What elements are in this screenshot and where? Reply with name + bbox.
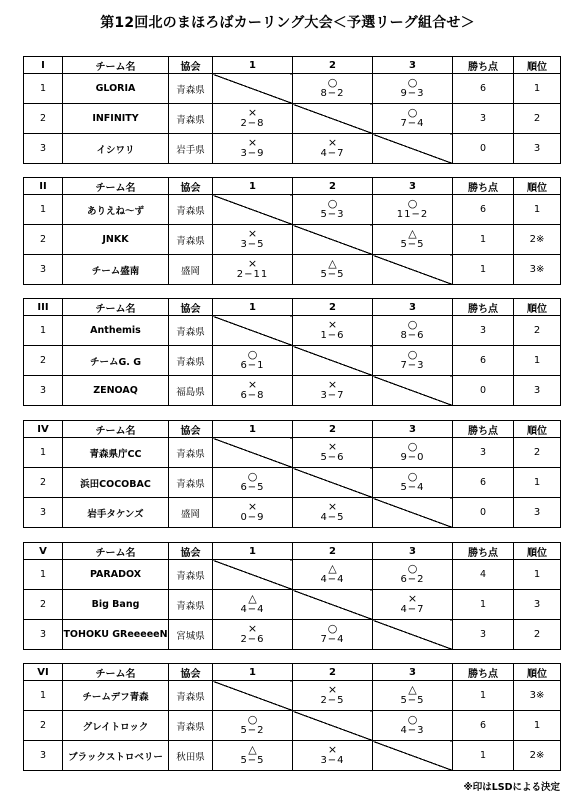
- table-row: [24, 195, 561, 225]
- team-number: 2: [24, 346, 63, 376]
- match-result-cell: [373, 681, 453, 711]
- header-col-3: 3: [373, 421, 453, 438]
- result-symbol: △: [248, 743, 257, 757]
- header-col-3: 3: [373, 664, 453, 681]
- league-label: VI: [24, 664, 63, 681]
- match-score: 5−4: [400, 482, 425, 494]
- table-row: [24, 711, 561, 741]
- match-result-cell: [373, 711, 453, 741]
- table-row: [24, 620, 561, 650]
- match-result-cell: [373, 104, 453, 134]
- self-match-cell: [293, 104, 373, 134]
- league-header-row: [24, 421, 561, 438]
- result-symbol: ×: [247, 622, 258, 636]
- header-col-1: 1: [213, 543, 293, 560]
- header-assoc: 協会: [169, 299, 213, 316]
- match-score: 0−9: [240, 512, 265, 524]
- team-points: 0: [453, 376, 514, 406]
- league-label: IV: [24, 421, 63, 438]
- match-result-cell: [213, 498, 293, 528]
- team-rank: 3: [514, 376, 561, 406]
- team-association: 青森県: [169, 74, 213, 104]
- league-table-1: [23, 56, 561, 164]
- team-rank: 1: [514, 560, 561, 590]
- match-score: 6−8: [240, 390, 265, 402]
- team-name: ありえね～ず: [63, 195, 169, 225]
- result-symbol: ×: [247, 106, 258, 120]
- header-team: チーム名: [63, 543, 169, 560]
- league-table-5: [23, 542, 561, 650]
- match-result-cell: [213, 741, 293, 771]
- match-result-cell: [373, 195, 453, 225]
- team-name: PARADOX: [63, 560, 169, 590]
- table-row: [24, 134, 561, 164]
- result-symbol: ○: [327, 622, 338, 636]
- team-name: Big Bang: [63, 590, 169, 620]
- table-row: [24, 346, 561, 376]
- result-symbol: ×: [247, 378, 258, 392]
- team-number: 3: [24, 498, 63, 528]
- team-association: 青森県: [169, 438, 213, 468]
- team-association: 青森県: [169, 468, 213, 498]
- table-row: [24, 681, 561, 711]
- result-symbol: ×: [247, 227, 258, 241]
- team-name: チーム盛南: [63, 255, 169, 285]
- team-points: 0: [453, 134, 514, 164]
- header-points: 勝ち点: [453, 299, 514, 316]
- self-match-cell: [293, 590, 373, 620]
- match-score: 5−5: [400, 239, 425, 251]
- match-score: 8−2: [320, 88, 345, 100]
- team-association: 盛岡: [169, 498, 213, 528]
- team-name: 浜田COCOBAC: [63, 468, 169, 498]
- table-row: [24, 590, 561, 620]
- league-header-row: [24, 664, 561, 681]
- match-result-cell: [213, 620, 293, 650]
- header-team: チーム名: [63, 178, 169, 195]
- header-assoc: 協会: [169, 57, 213, 74]
- team-rank: 1: [514, 468, 561, 498]
- result-symbol: ○: [407, 713, 418, 727]
- header-rank: 順位: [514, 178, 561, 195]
- self-match-cell: [213, 438, 293, 468]
- header-points: 勝ち点: [453, 421, 514, 438]
- match-score: 2−5: [320, 695, 345, 707]
- team-association: 青森県: [169, 225, 213, 255]
- league-label: II: [24, 178, 63, 195]
- team-association: 秋田県: [169, 741, 213, 771]
- match-result-cell: [373, 438, 453, 468]
- table-row: [24, 316, 561, 346]
- result-symbol: ○: [407, 76, 418, 90]
- match-score: 3−9: [240, 148, 265, 160]
- header-assoc: 協会: [169, 543, 213, 560]
- team-name: ブラックストロベリー: [63, 741, 169, 771]
- match-result-cell: [293, 255, 373, 285]
- self-match-cell: [373, 620, 453, 650]
- team-number: 3: [24, 741, 63, 771]
- team-points: 1: [453, 255, 514, 285]
- team-name: チームデフ青森: [63, 681, 169, 711]
- self-match-cell: [373, 741, 453, 771]
- match-result-cell: [213, 225, 293, 255]
- header-team: チーム名: [63, 421, 169, 438]
- match-score: 4−4: [320, 574, 345, 586]
- table-row: [24, 741, 561, 771]
- match-score: 6−5: [240, 482, 265, 494]
- match-score: 5−2: [240, 725, 265, 737]
- team-points: 3: [453, 438, 514, 468]
- self-match-cell: [213, 74, 293, 104]
- team-rank: 1: [514, 195, 561, 225]
- team-number: 2: [24, 590, 63, 620]
- header-col-1: 1: [213, 57, 293, 74]
- match-result-cell: [373, 560, 453, 590]
- league-header-row: [24, 299, 561, 316]
- match-score: 5−3: [320, 209, 345, 221]
- header-assoc: 協会: [169, 664, 213, 681]
- league-table-3: [23, 298, 561, 406]
- header-points: 勝ち点: [453, 57, 514, 74]
- team-number: 1: [24, 560, 63, 590]
- header-col-1: 1: [213, 178, 293, 195]
- match-result-cell: [213, 376, 293, 406]
- team-number: 3: [24, 134, 63, 164]
- league-table-2: [23, 177, 561, 285]
- header-col-2: 2: [293, 664, 373, 681]
- self-match-cell: [293, 468, 373, 498]
- result-symbol: ×: [327, 136, 338, 150]
- team-name: GLORIA: [63, 74, 169, 104]
- league-label: I: [24, 57, 63, 74]
- header-col-2: 2: [293, 299, 373, 316]
- match-score: 5−5: [320, 269, 345, 281]
- match-result-cell: [213, 590, 293, 620]
- team-number: 1: [24, 74, 63, 104]
- team-points: 6: [453, 468, 514, 498]
- team-points: 6: [453, 74, 514, 104]
- result-symbol: ○: [407, 470, 418, 484]
- match-result-cell: [213, 346, 293, 376]
- table-row: [24, 438, 561, 468]
- team-association: 岩手県: [169, 134, 213, 164]
- match-result-cell: [373, 74, 453, 104]
- match-score: 9−0: [400, 452, 425, 464]
- team-rank: 2: [514, 620, 561, 650]
- team-name: JNKK: [63, 225, 169, 255]
- team-number: 2: [24, 711, 63, 741]
- self-match-cell: [293, 225, 373, 255]
- header-col-3: 3: [373, 543, 453, 560]
- result-symbol: ○: [247, 470, 258, 484]
- result-symbol: △: [248, 592, 257, 606]
- result-symbol: ×: [407, 592, 418, 606]
- league-table-6: [23, 663, 561, 771]
- result-symbol: ×: [247, 257, 258, 271]
- team-rank: 1: [514, 74, 561, 104]
- table-row: [24, 74, 561, 104]
- header-rank: 順位: [514, 664, 561, 681]
- team-association: 青森県: [169, 316, 213, 346]
- result-symbol: ○: [327, 197, 338, 211]
- self-match-cell: [213, 681, 293, 711]
- team-association: 青森県: [169, 195, 213, 225]
- result-symbol: △: [328, 562, 337, 576]
- team-rank: 2※: [514, 741, 561, 771]
- result-symbol: ○: [407, 440, 418, 454]
- team-points: 6: [453, 711, 514, 741]
- match-score: 4−5: [320, 512, 345, 524]
- match-result-cell: [373, 316, 453, 346]
- match-result-cell: [373, 590, 453, 620]
- team-number: 3: [24, 255, 63, 285]
- match-score: 2−6: [240, 634, 265, 646]
- header-assoc: 協会: [169, 178, 213, 195]
- result-symbol: ○: [247, 713, 258, 727]
- match-result-cell: [293, 498, 373, 528]
- match-result-cell: [293, 438, 373, 468]
- team-name: INFINITY: [63, 104, 169, 134]
- team-points: 3: [453, 620, 514, 650]
- result-symbol: △: [408, 683, 417, 697]
- header-rank: 順位: [514, 543, 561, 560]
- match-result-cell: [213, 104, 293, 134]
- team-rank: 2※: [514, 225, 561, 255]
- match-score: 5−5: [400, 695, 425, 707]
- result-symbol: ○: [407, 106, 418, 120]
- team-number: 2: [24, 225, 63, 255]
- self-match-cell: [293, 711, 373, 741]
- header-points: 勝ち点: [453, 543, 514, 560]
- match-score: 2−8: [240, 118, 265, 130]
- table-row: [24, 560, 561, 590]
- match-score: 6−2: [400, 574, 425, 586]
- team-points: 3: [453, 104, 514, 134]
- team-rank: 3: [514, 590, 561, 620]
- result-symbol: ○: [407, 348, 418, 362]
- self-match-cell: [213, 195, 293, 225]
- result-symbol: ×: [327, 440, 338, 454]
- result-symbol: ○: [407, 197, 418, 211]
- header-col-2: 2: [293, 178, 373, 195]
- team-number: 2: [24, 104, 63, 134]
- team-name: グレイトロック: [63, 711, 169, 741]
- team-points: 0: [453, 498, 514, 528]
- team-rank: 1: [514, 711, 561, 741]
- header-col-1: 1: [213, 421, 293, 438]
- match-score: 4−4: [240, 604, 265, 616]
- team-name: チームG. G: [63, 346, 169, 376]
- match-result-cell: [373, 225, 453, 255]
- match-score: 3−5: [240, 239, 265, 251]
- match-result-cell: [293, 74, 373, 104]
- team-association: 青森県: [169, 104, 213, 134]
- match-result-cell: [213, 711, 293, 741]
- team-name: 青森県庁CC: [63, 438, 169, 468]
- header-team: チーム名: [63, 664, 169, 681]
- match-score: 7−4: [400, 118, 425, 130]
- team-name: ZENOAQ: [63, 376, 169, 406]
- match-result-cell: [213, 134, 293, 164]
- team-points: 4: [453, 560, 514, 590]
- match-score: 1−6: [320, 330, 345, 342]
- result-symbol: ○: [327, 76, 338, 90]
- team-number: 1: [24, 438, 63, 468]
- team-association: 青森県: [169, 590, 213, 620]
- header-col-3: 3: [373, 178, 453, 195]
- header-rank: 順位: [514, 57, 561, 74]
- header-col-3: 3: [373, 57, 453, 74]
- self-match-cell: [373, 498, 453, 528]
- result-symbol: ×: [327, 318, 338, 332]
- table-row: [24, 225, 561, 255]
- league-header-row: [24, 543, 561, 560]
- team-number: 1: [24, 316, 63, 346]
- header-points: 勝ち点: [453, 664, 514, 681]
- table-row: [24, 376, 561, 406]
- header-col-3: 3: [373, 299, 453, 316]
- match-result-cell: [373, 468, 453, 498]
- header-assoc: 協会: [169, 421, 213, 438]
- league-label: III: [24, 299, 63, 316]
- match-score: 11−2: [396, 209, 429, 221]
- result-symbol: ×: [327, 500, 338, 514]
- self-match-cell: [293, 346, 373, 376]
- header-col-2: 2: [293, 421, 373, 438]
- result-symbol: ×: [247, 500, 258, 514]
- header-team: チーム名: [63, 299, 169, 316]
- result-symbol: ○: [407, 562, 418, 576]
- self-match-cell: [373, 376, 453, 406]
- header-col-1: 1: [213, 299, 293, 316]
- team-rank: 3: [514, 498, 561, 528]
- team-points: 3: [453, 316, 514, 346]
- team-name: Anthemis: [63, 316, 169, 346]
- match-result-cell: [373, 346, 453, 376]
- self-match-cell: [373, 255, 453, 285]
- match-result-cell: [293, 560, 373, 590]
- header-col-2: 2: [293, 57, 373, 74]
- match-result-cell: [293, 134, 373, 164]
- result-symbol: △: [408, 227, 417, 241]
- team-number: 1: [24, 195, 63, 225]
- team-association: 宮城県: [169, 620, 213, 650]
- match-score: 4−7: [320, 148, 345, 160]
- team-number: 1: [24, 681, 63, 711]
- team-rank: 3: [514, 134, 561, 164]
- league-header-row: [24, 57, 561, 74]
- lsd-footnote: ※印はLSDによる決定: [463, 782, 560, 793]
- league-label: V: [24, 543, 63, 560]
- result-symbol: △: [328, 257, 337, 271]
- header-col-2: 2: [293, 543, 373, 560]
- match-score: 5−5: [240, 755, 265, 767]
- team-points: 6: [453, 346, 514, 376]
- team-number: 3: [24, 376, 63, 406]
- league-table-4: [23, 420, 561, 528]
- match-result-cell: [213, 468, 293, 498]
- table-row: [24, 498, 561, 528]
- match-score: 7−4: [320, 634, 345, 646]
- table-row: [24, 468, 561, 498]
- team-name: 岩手タケンズ: [63, 498, 169, 528]
- match-result-cell: [293, 195, 373, 225]
- match-result-cell: [293, 376, 373, 406]
- team-rank: 1: [514, 346, 561, 376]
- match-score: 3−4: [320, 755, 345, 767]
- match-result-cell: [293, 681, 373, 711]
- table-row: [24, 104, 561, 134]
- header-points: 勝ち点: [453, 178, 514, 195]
- result-symbol: ○: [407, 318, 418, 332]
- team-rank: 2: [514, 104, 561, 134]
- team-number: 2: [24, 468, 63, 498]
- team-association: 盛岡: [169, 255, 213, 285]
- team-rank: 3※: [514, 681, 561, 711]
- team-name: イシワリ: [63, 134, 169, 164]
- team-points: 1: [453, 741, 514, 771]
- header-team: チーム名: [63, 57, 169, 74]
- team-association: 青森県: [169, 711, 213, 741]
- team-points: 6: [453, 195, 514, 225]
- table-row: [24, 255, 561, 285]
- match-result-cell: [293, 620, 373, 650]
- team-name: TOHOKU GReeeeeN: [63, 620, 169, 650]
- header-rank: 順位: [514, 299, 561, 316]
- result-symbol: ×: [327, 378, 338, 392]
- match-score: 2−11: [236, 269, 269, 281]
- team-points: 1: [453, 225, 514, 255]
- match-score: 7−3: [400, 360, 425, 372]
- match-score: 9−3: [400, 88, 425, 100]
- result-symbol: ×: [247, 136, 258, 150]
- league-header-row: [24, 178, 561, 195]
- team-association: 福島県: [169, 376, 213, 406]
- team-association: 青森県: [169, 560, 213, 590]
- header-rank: 順位: [514, 421, 561, 438]
- self-match-cell: [373, 134, 453, 164]
- match-score: 3−7: [320, 390, 345, 402]
- match-score: 6−1: [240, 360, 265, 372]
- team-points: 1: [453, 681, 514, 711]
- match-result-cell: [293, 741, 373, 771]
- header-col-1: 1: [213, 664, 293, 681]
- match-score: 5−6: [320, 452, 345, 464]
- match-result-cell: [213, 255, 293, 285]
- result-symbol: ○: [247, 348, 258, 362]
- result-symbol: ×: [327, 683, 338, 697]
- team-rank: 2: [514, 316, 561, 346]
- result-symbol: ×: [327, 743, 338, 757]
- team-association: 青森県: [169, 681, 213, 711]
- match-score: 4−7: [400, 604, 425, 616]
- match-score: 4−3: [400, 725, 425, 737]
- team-number: 3: [24, 620, 63, 650]
- self-match-cell: [213, 560, 293, 590]
- team-rank: 3※: [514, 255, 561, 285]
- team-rank: 2: [514, 438, 561, 468]
- team-points: 1: [453, 590, 514, 620]
- match-score: 8−6: [400, 330, 425, 342]
- match-result-cell: [293, 316, 373, 346]
- self-match-cell: [213, 316, 293, 346]
- page-title: 第12回北のまほろばカーリング大会＜予選リーグ組合せ＞: [100, 15, 475, 31]
- team-association: 青森県: [169, 346, 213, 376]
